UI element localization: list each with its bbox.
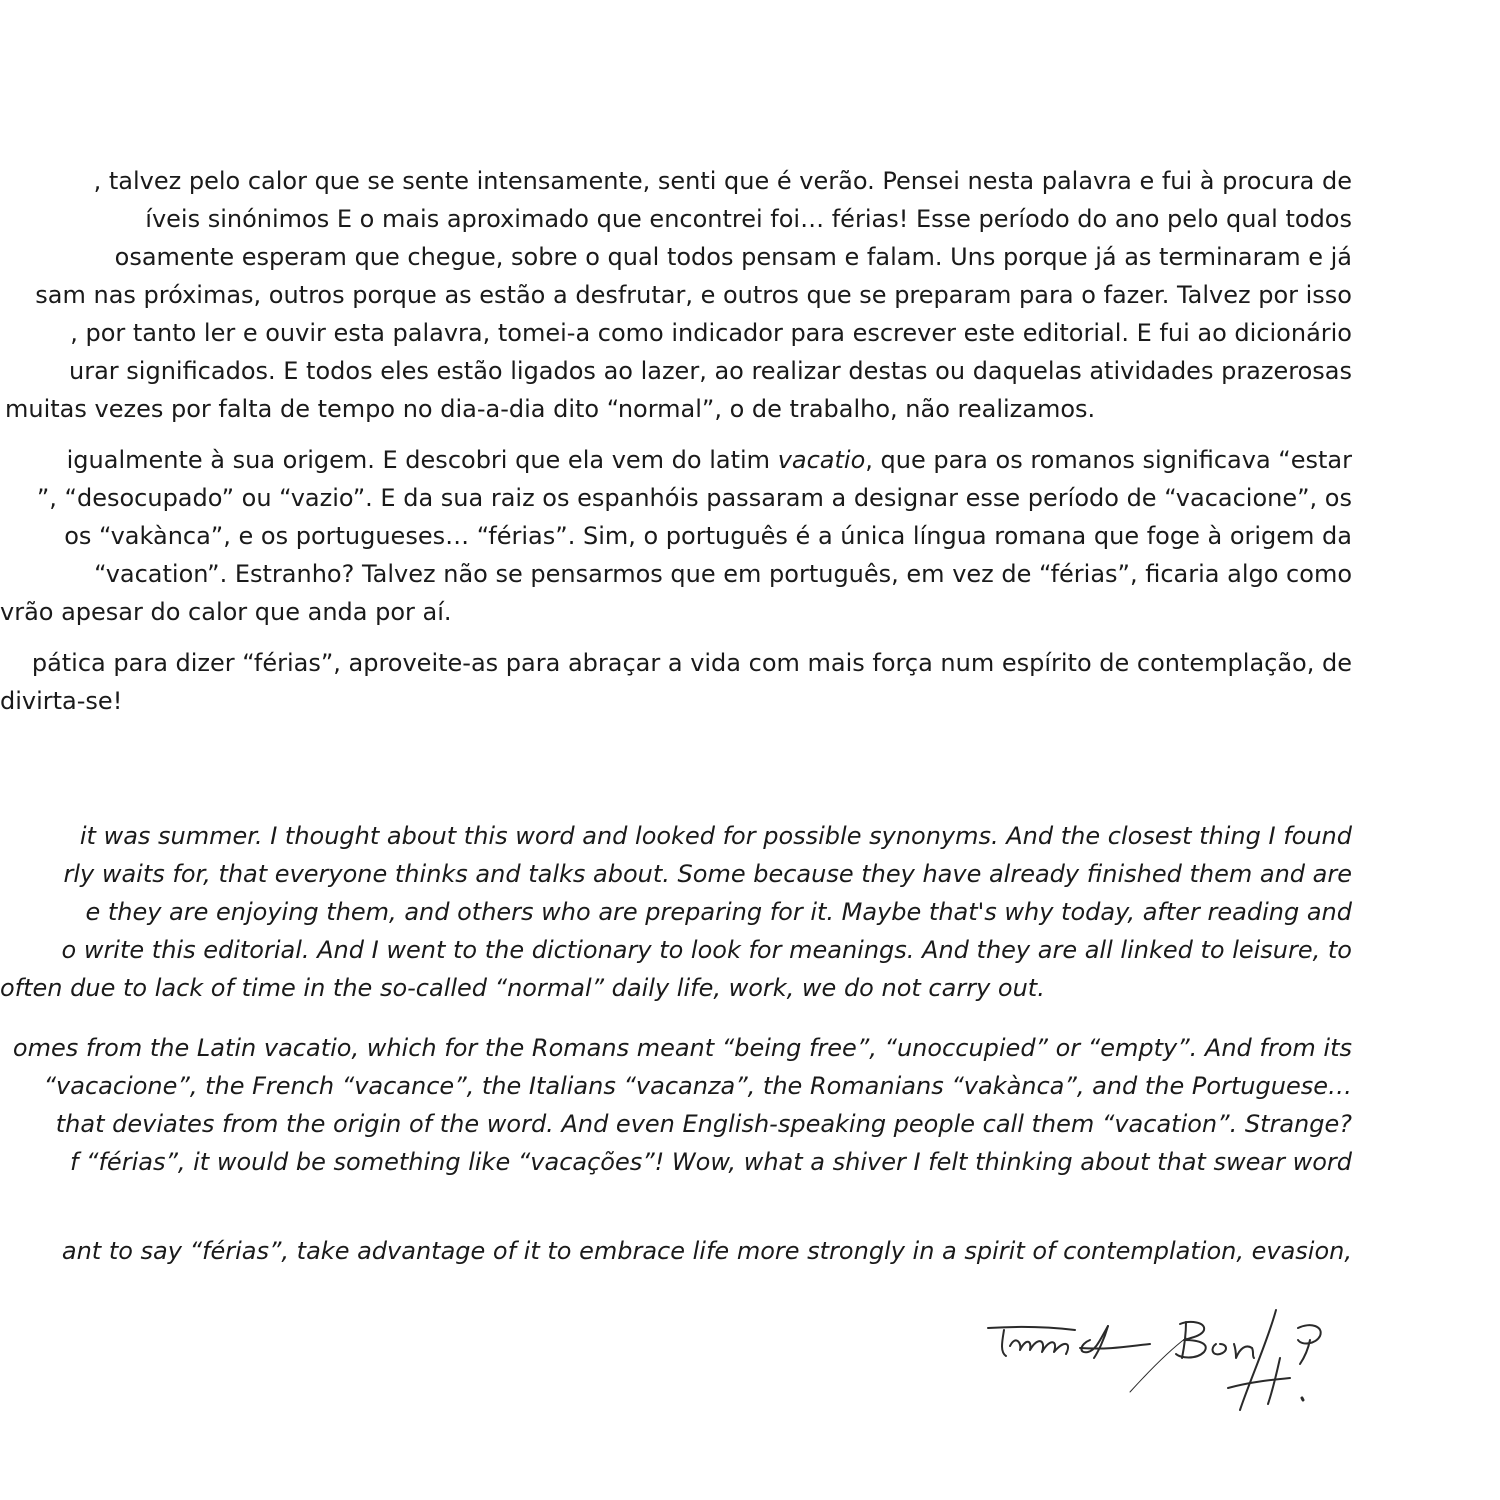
pt-p1-line-2: íveis sinónimos E o mais aproximado que encontrei foi… férias! Esse período do ano pelo qual todos [145,205,1352,233]
pt-p2-line-1-before: igualmente à sua origem. E descobri que ela vem do latim [66,446,778,474]
pt-p1-line-1: , talvez pelo calor que se sente intensamente, senti que é verão. Pensei nesta palavra e fui à procura de [93,167,1352,195]
pt-p2-line-1-italic: vacatio [777,446,866,474]
en-p2-line-2: “vacacione”, the French “vacance”, the Italians “vacanza”, the Romanians “vakànca”, and the Portuguese… [43,1072,1352,1100]
signature [980,1300,1360,1420]
pt-p1-line-5: , por tanto ler e ouvir esta palavra, tomei-a como indicador para escrever este editorial. E fui ao dicionário [70,319,1352,347]
pt-p2-line-3: os “vakànca”, e os portugueses… “férias”. Sim, o português é a única língua romana que foge à origem da [64,522,1352,550]
en-p2-line-3: that deviates from the origin of the word. And even English-speaking people call them “vacation”. Strange? [55,1110,1352,1138]
en-p1-line-3: e they are enjoying them, and others who are preparing for it. Maybe that's why today, after reading and [85,898,1352,926]
en-p1-line-4: o write this editorial. And I went to the dictionary to look for meanings. And they are all linked to leisure, to [61,936,1352,964]
pt-p3-line-2: divirta-se! [0,687,123,715]
pt-p2-line-2: ”, “desocupado” ou “vazio”. E da sua raiz os espanhóis passaram a designar esse período de “vacacione”, os [36,484,1352,512]
pt-p3-line-1: pática para dizer “férias”, aproveite-as para abraçar a vida com mais força num espírito de contemplação, de [31,649,1352,677]
pt-p1-line-6: urar significados. E todos eles estão ligados ao lazer, ao realizar destas ou daquelas atividades prazerosas [69,357,1352,385]
en-p3-line-1: ant to say “férias”, take advantage of it to embrace life more strongly in a spirit of contemplation, evasion, [61,1237,1352,1265]
pt-p2-line-5: vrão apesar do calor que anda por aí. [0,598,452,626]
pt-p2-line-1 [67,441,1352,479]
pt-p1-line-3: osamente esperam que chegue, sobre o qual todos pensam e falam. Uns porque já as terminaram e já [114,243,1352,271]
en-p2-line-1: omes from the Latin vacatio, which for the Romans meant “being free”, “unoccupied” or “empty”. And from its [12,1034,1352,1062]
pt-p2-line-4: “vacation”. Estranho? Talvez não se pensarmos que em português, em vez de “férias”, ficaria algo como [94,560,1352,588]
en-p1-line-2: rly waits for, that everyone thinks and talks about. Some because they have already finished them and are [63,860,1352,888]
en-p1-line-1: it was summer. I thought about this word and looked for possible synonyms. And the closest thing I found [79,822,1352,850]
en-p1-line-5: often due to lack of time in the so-called “normal” daily life, work, we do not carry out. [0,974,1045,1002]
en-p2-line-4: f “férias”, it would be something like “vacações”! Wow, what a shiver I felt thinking about that swear word [69,1148,1352,1176]
pt-p1-line-7: muitas vezes por falta de tempo no dia-a-dia dito “normal”, o de trabalho, não realizamos. [5,395,1096,423]
pt-p1-line-4: sam nas próximas, outros porque as estão a desfrutar, e outros que se preparam para o fazer. Talvez por isso [35,281,1352,309]
pt-p2-line-1-after: , que para os romanos significava “estar [865,446,1352,474]
